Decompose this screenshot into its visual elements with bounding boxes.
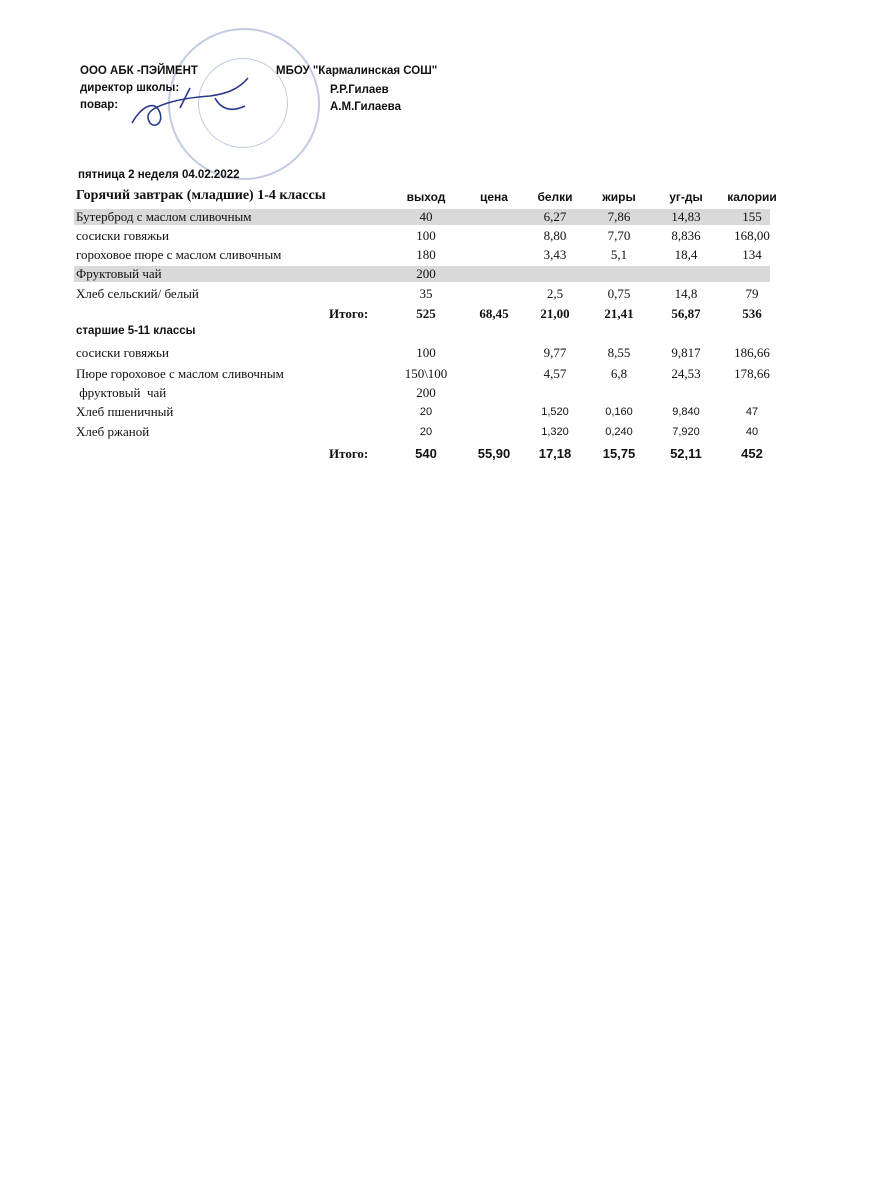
out-cell: 100 [416, 345, 436, 360]
col-price: цена [480, 190, 508, 204]
table-row [74, 247, 774, 265]
table-row [74, 424, 774, 442]
fat-cell: 7,86 [607, 209, 631, 224]
kcal-cell: 134 [742, 247, 762, 262]
org-left: ООО АБК -ПЭЙМЕНТ [80, 65, 198, 77]
out-cell: 180 [416, 247, 436, 262]
carb-cell: 7,920 [672, 426, 700, 438]
date-line: пятница 2 неделя 04.02.2022 [78, 169, 240, 181]
director-name: Р.Р.Гилаев [330, 84, 389, 96]
total-fat: 21,41 [604, 306, 634, 321]
protein-cell: 3,43 [543, 247, 567, 262]
out-cell: 20 [419, 406, 433, 418]
carb-cell: 9,817 [671, 345, 701, 360]
col-out: выход [406, 190, 446, 204]
table-row [74, 266, 774, 284]
org-right: МБОУ "Кармалинская СОШ" [276, 65, 438, 77]
fat-cell: 8,55 [607, 345, 631, 360]
protein-cell: 1,520 [541, 406, 569, 418]
section1-title: Горячий завтрак (младшие) 1-4 классы [76, 188, 326, 203]
protein-cell: 9,77 [543, 345, 567, 360]
out-cell: 35 [419, 286, 433, 301]
total-kcal: 536 [742, 306, 762, 321]
dish-name: сосиски говяжьи [76, 228, 169, 243]
protein-cell: 2,5 [546, 286, 564, 301]
dish-name: фруктовый чай [76, 385, 167, 400]
carb-cell: 14,8 [674, 286, 698, 301]
total-label: Итого: [329, 306, 369, 321]
kcal-cell: 79 [745, 286, 759, 301]
signature [120, 68, 260, 138]
carb-cell: 9,840 [672, 406, 700, 418]
total-out: 525 [416, 306, 436, 321]
out-cell: 200 [416, 385, 436, 400]
protein-cell: 6,27 [543, 209, 567, 224]
kcal-cell: 168,00 [734, 228, 770, 243]
dish-name: сосиски говяжьи [76, 345, 169, 360]
section1-header-row [74, 188, 777, 206]
kcal-cell: 178,66 [734, 366, 770, 381]
carb-cell: 14,83 [671, 209, 701, 224]
cook-label: повар: [80, 99, 119, 111]
total-protein: 17,18 [538, 446, 572, 461]
dish-name: Хлеб сельский/ белый [76, 286, 199, 301]
director-label: директор школы: [80, 82, 180, 94]
col-carbs: уг-ды [669, 190, 703, 204]
kcal-cell: 155 [742, 209, 762, 224]
total-row [74, 446, 774, 464]
out-cell: 150\100 [404, 366, 448, 381]
col-protein: белки [537, 190, 573, 204]
table-row [74, 385, 774, 403]
carb-cell: 8,836 [671, 228, 701, 243]
table-row [74, 345, 774, 363]
section2-title: старшие 5-11 классы [76, 325, 196, 337]
table-row [74, 404, 774, 422]
table-row [74, 286, 774, 304]
protein-cell: 1,320 [541, 426, 569, 438]
kcal-cell: 186,66 [734, 345, 770, 360]
dish-name: Пюре гороховое с маслом сливочным [76, 366, 284, 381]
dish-name: гороховое пюре с маслом сливочным [76, 247, 282, 262]
total-protein: 21,00 [540, 306, 570, 321]
col-fat: жиры [602, 190, 636, 204]
kcal-cell: 47 [745, 406, 759, 418]
fat-cell: 5,1 [610, 247, 628, 262]
protein-cell: 4,57 [543, 366, 567, 381]
fat-cell: 0,75 [607, 286, 631, 301]
dish-name: Хлеб пшеничный [76, 404, 174, 419]
total-fat: 15,75 [602, 446, 636, 461]
dish-name: Фруктовый чай [76, 266, 162, 281]
cook-name: А.М.Гилаева [330, 101, 401, 113]
fat-cell: 0,240 [605, 426, 633, 438]
total-row [74, 306, 774, 324]
table-row [74, 209, 774, 227]
kcal-cell: 40 [745, 426, 759, 438]
total-label: Итого: [329, 446, 369, 461]
out-cell: 100 [416, 228, 436, 243]
table-row [74, 228, 774, 246]
total-out: 540 [415, 446, 437, 461]
fat-cell: 0,160 [605, 406, 633, 418]
out-cell: 40 [419, 209, 433, 224]
protein-cell: 8,80 [543, 228, 567, 243]
total-kcal: 452 [741, 446, 763, 461]
carb-cell: 18,4 [674, 247, 698, 262]
col-kcal: калории [727, 190, 777, 204]
dish-name: Хлеб ржаной [76, 424, 150, 439]
total-price: 68,45 [479, 306, 509, 321]
total-carbs: 52,11 [670, 446, 702, 461]
fat-cell: 6,8 [610, 366, 628, 381]
out-cell: 200 [416, 266, 436, 281]
table-row [74, 366, 774, 384]
total-carbs: 56,87 [671, 306, 701, 321]
total-price: 55,90 [477, 446, 511, 461]
carb-cell: 24,53 [671, 366, 701, 381]
out-cell: 20 [419, 426, 433, 438]
fat-cell: 7,70 [607, 228, 631, 243]
dish-name: Бутерброд с маслом сливочным [76, 209, 252, 224]
